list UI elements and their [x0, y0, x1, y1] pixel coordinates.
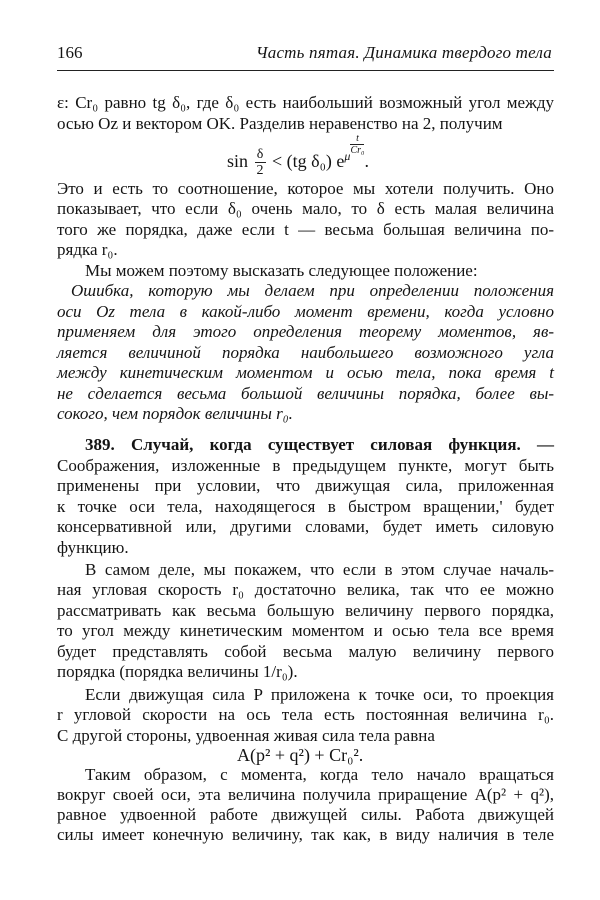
fraction-denominator: 2 [256, 163, 264, 179]
page-number: 166 [57, 43, 83, 62]
exponent-prefix: μ [344, 149, 351, 163]
text-line: того же порядка, даже если t — весьма большая величина по- [57, 220, 554, 239]
text-line: осью Oz и вектором OK. Разделив неравенство на 2, получим [57, 114, 503, 133]
text-line: Мы можем поэтому высказать следующее положение: [85, 261, 478, 280]
text-line: рядка r₀. [57, 240, 118, 259]
text-line: консервативной или, другими словами, будет иметь силовую [57, 517, 554, 536]
text-line: ε: Cr₀ равно tg δ₀, где δ₀ есть наибольший возможный угол между [57, 93, 554, 112]
text-line: будет представлять собой весьма малую величину первого [57, 642, 554, 661]
page-header [57, 43, 554, 67]
formula-fraction [255, 147, 266, 178]
exponent-fraction [350, 133, 364, 156]
italic-line: Ошибка, которую мы делаем при определении положения [71, 281, 554, 300]
formula-kinetic-energy: A(p² + q²) + Cr₀². [237, 745, 364, 765]
text-line: то угол между кинетическим моментом и осью тела все время [57, 621, 554, 640]
text-line: равное удвоенной работе движущей силы. Работа движущей [57, 805, 554, 824]
italic-line: сокого, чем порядок величины r₀. [57, 404, 293, 423]
italic-line: ляется величиной порядка наибольшего возможного угла [57, 343, 554, 362]
text-line: показывает, что если δ₀ очень мало, то δ есть малая величина [57, 199, 554, 218]
text-line: r угловой скорости на ось тела есть постоянная величина r₀. [57, 705, 554, 724]
formula-rhs: < (tg δ₀) e [272, 151, 345, 171]
exponent-numerator: t [350, 133, 364, 145]
text-line: Это и есть то соотношение, которое мы хотели получить. Оно [57, 179, 554, 198]
text-line: ная угловая скорость r₀ достаточно велика, так что ее можно [57, 580, 554, 599]
text-line: Если движущая сила P приложена к точке оси, то проекция [85, 685, 554, 704]
book-page [57, 0, 554, 900]
italic-line: между кинетическим моментом и осью тела, пока время t [57, 363, 554, 382]
text-line: рассматривать как весьма большую величину первого порядка, [57, 601, 554, 620]
fraction-numerator: δ [255, 147, 266, 163]
header-rule [57, 70, 554, 71]
text-line: силы имеет конечную величину, так как, в виду наличия в теле [57, 825, 554, 844]
formula-end: . [364, 151, 369, 171]
italic-line: не сделается весьма большой величины порядка, более вы- [57, 384, 554, 403]
text-line: Соображения, изложенные в предыдущем пункте, могут быть [57, 456, 554, 475]
text-line: функцию. [57, 538, 129, 557]
text-line: С другой стороны, удвоенная живая сила тела равна [57, 726, 435, 745]
exponent-denominator: Cr₀ [350, 145, 365, 156]
text-line: Таким образом, с момента, когда тело начало вращаться [85, 765, 554, 784]
running-title: Часть пятая. Динамика твердого тела [255, 43, 552, 62]
italic-line: оси Oz тела в какой-либо момент времени, когда условно [57, 302, 554, 321]
formula-sin: sin [227, 151, 249, 171]
text-line: В самом деле, мы покажем, что если в этом случае началь- [85, 560, 554, 579]
text-line: к точке оси тела, находящегося в быстром вращении,' будет [57, 497, 554, 516]
italic-line: применяем для этого определения теорему моментов, яв- [57, 322, 554, 341]
section-heading: 389. Случай, когда существует силовая функция. — [85, 435, 554, 454]
text-line: порядка (порядка величины 1/r₀). [57, 662, 298, 681]
text-line: применены при условии, что движущая сила, приложенная [57, 476, 554, 495]
text-line: вокруг своей оси, эта величина получила приращение A(p² + q²), [57, 785, 554, 804]
formula-inequality [227, 133, 369, 178]
